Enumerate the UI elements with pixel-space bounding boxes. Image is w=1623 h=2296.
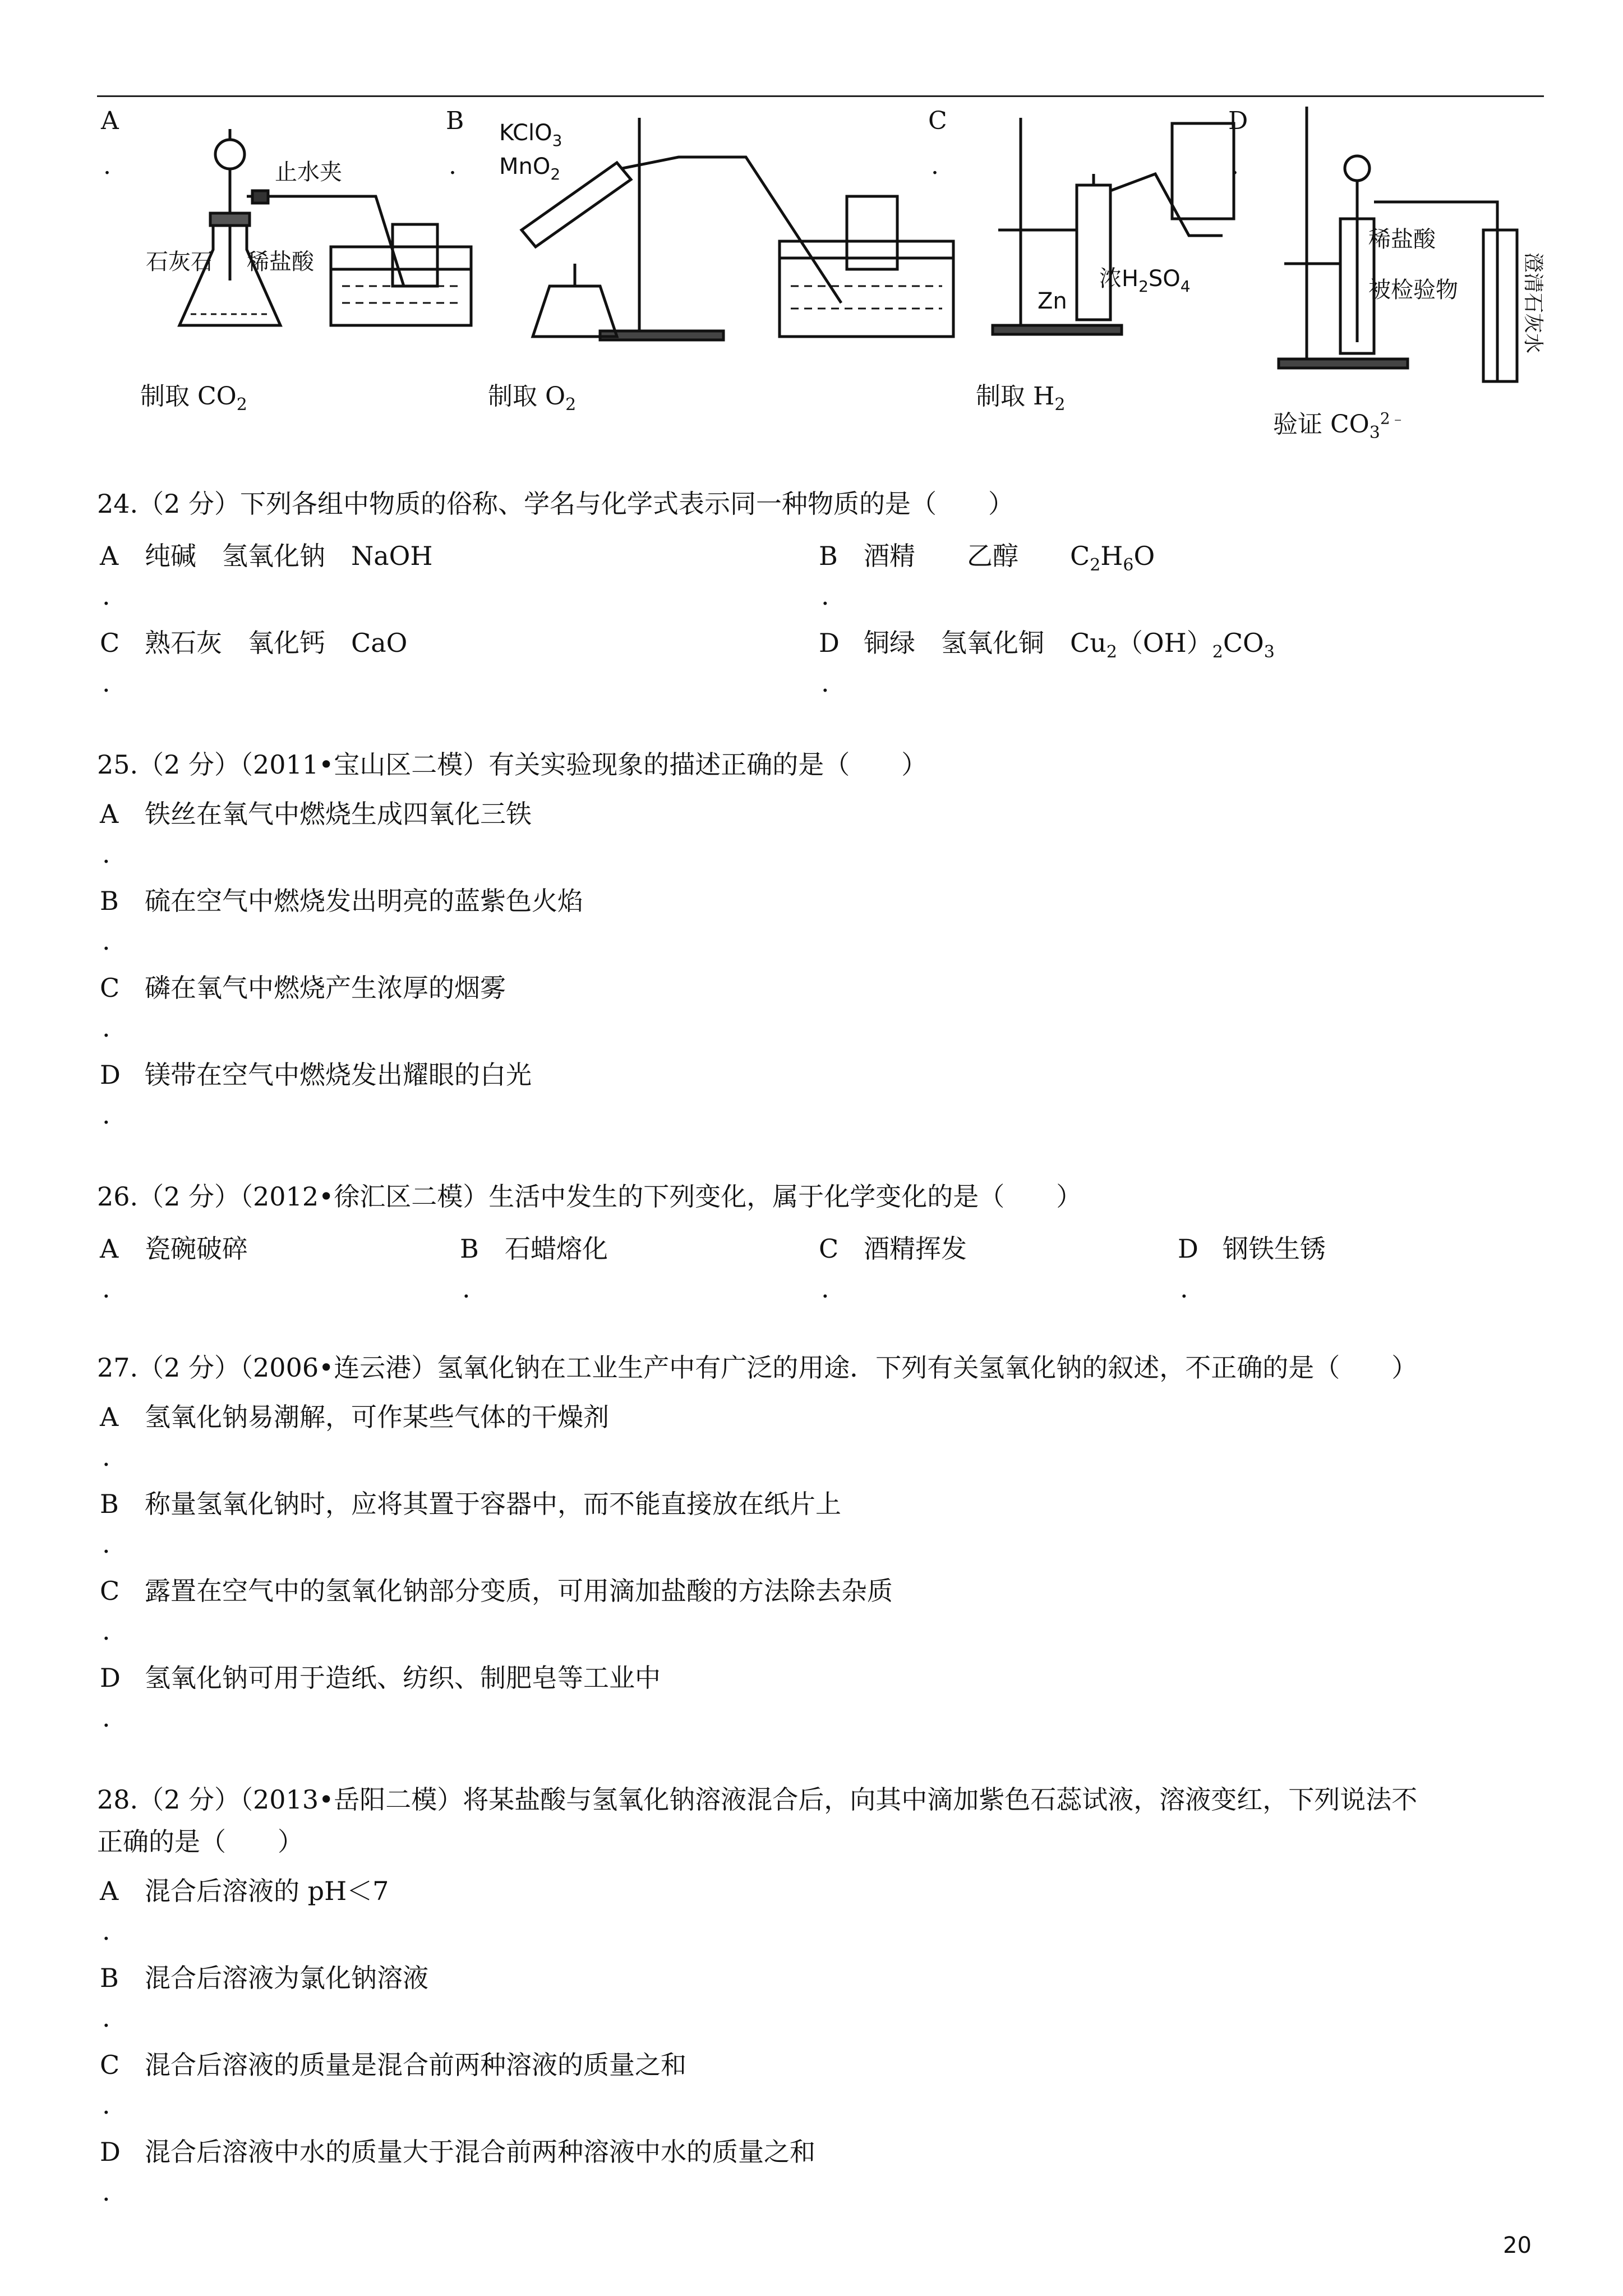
figure-d-caption: 验证 $CO_3^{2﹣}$ — [1273, 409, 1406, 443]
q25-option-a[interactable]: A 铁丝在氧气中燃烧生成四氧化三铁 — [100, 799, 532, 829]
figure-c-dot: . — [931, 151, 939, 180]
q24-option-b-dot: . — [821, 581, 829, 611]
q28-option-a[interactable]: A 混合后溶液的 pH＜7 — [100, 1876, 389, 1906]
question-26-stem: 26.（2 分）（2012•徐汇区二模）生活中发生的下列变化，属于化学变化的是（ ） — [97, 1181, 1082, 1212]
h2-apparatus-diagram — [987, 101, 1245, 348]
figure-a-dot: . — [103, 151, 111, 180]
label-limestone: 石灰石 — [146, 249, 213, 275]
q26-option-b[interactable]: B 石蜡熔化 — [460, 1234, 608, 1264]
q24-option-d[interactable]: D 铜绿 氢氧化铜 $Cu_2(OH)_2CO_3$ — [819, 628, 1275, 662]
q27-option-d[interactable]: D 氢氧化钠可用于造纸、纺织、制肥皂等工业中 — [100, 1663, 661, 1693]
q26-option-c-dot: . — [821, 1273, 829, 1304]
figure-c-caption: 制取 $H_2$ — [976, 382, 1066, 415]
label-acid-a: 稀盐酸 — [247, 249, 314, 275]
q25-option-c[interactable]: C 磷在氧气中燃烧产生浓厚的烟雾 — [100, 973, 506, 1003]
label-clamp: 止水夹 — [275, 159, 342, 185]
q27-option-c[interactable]: C 露置在空气中的氢氧化钠部分变质，可用滴加盐酸的方法除去杂质 — [100, 1576, 893, 1606]
figure-c-letter: C — [928, 107, 947, 135]
q28-option-c[interactable]: C 混合后溶液的质量是混合前两种溶液的质量之和 — [100, 2050, 686, 2080]
q26-option-a[interactable]: A 瓷碗破碎 — [100, 1234, 248, 1264]
q27-option-a[interactable]: A 氢氧化钠易潮解，可作某些气体的干燥剂 — [100, 1402, 609, 1432]
label-acid-d: 稀盐酸 — [1368, 227, 1436, 252]
label-h2so4: 浓$H_2SO_4$ — [1099, 266, 1191, 296]
label-zn: Zn — [1038, 288, 1067, 314]
q27-option-b[interactable]: B 称量氢氧化钠时，应将其置于容器中，而不能直接放在纸片上 — [100, 1489, 841, 1519]
q25-option-c-dot: . — [102, 1013, 110, 1043]
q26-option-c[interactable]: C 酒精挥发 — [819, 1234, 967, 1264]
q24-option-b[interactable]: B 酒精 乙醇 $C_2H_6O$ — [819, 541, 1155, 576]
q25-option-b-dot: . — [102, 926, 110, 956]
co3-test-apparatus-diagram — [1273, 101, 1548, 393]
q28-option-c-dot: . — [102, 2090, 110, 2120]
q26-option-d-dot: . — [1180, 1273, 1188, 1304]
q25-option-a-dot: . — [102, 839, 110, 869]
figure-b-caption: 制取 $O_2$ — [488, 382, 577, 415]
q24-option-c[interactable]: C 熟石灰 氧化钙 CaO — [100, 628, 408, 658]
figure-d-dot: . — [1231, 151, 1239, 180]
q27-option-c-dot: . — [102, 1616, 110, 1646]
q26-option-d[interactable]: D 钢铁生锈 — [1178, 1234, 1326, 1264]
question-27-stem: 27.（2 分）（2006•连云港）氢氧化钠在工业生产中有广泛的用途．下列有关氢氧化钠的叙述，不正确的是（ ） — [97, 1352, 1418, 1383]
q27-option-a-dot: . — [102, 1442, 110, 1472]
q28-option-b-dot: . — [102, 2003, 110, 2033]
q25-option-b[interactable]: B 硫在空气中燃烧发出明亮的蓝紫色火焰 — [100, 886, 583, 916]
question-28-stem-line2: 正确的是（ ） — [97, 1826, 303, 1857]
apparatus-figure-row — [0, 101, 1623, 460]
q28-option-d-dot: . — [102, 2177, 110, 2207]
o2-apparatus-diagram — [488, 101, 1021, 348]
q25-option-d[interactable]: D 镁带在空气中燃烧发出耀眼的白光 — [100, 1060, 532, 1090]
label-sample: 被检验物 — [1368, 277, 1458, 303]
q26-option-b-dot: . — [462, 1273, 471, 1304]
q24-option-a[interactable]: A 纯碱 氢氧化钠 NaOH — [100, 541, 433, 571]
q25-option-d-dot: . — [102, 1099, 110, 1130]
label-mno2: MnO$_2$ — [499, 154, 561, 183]
question-28-stem-line1: 28.（2 分）（2013•岳阳二模）将某盐酸与氢氧化钠溶液混合后，向其中滴加紫色石蕊试液，溶液变红，下列说法不 — [97, 1784, 1418, 1815]
q27-option-d-dot: . — [102, 1703, 110, 1733]
q28-option-d[interactable]: D 混合后溶液中水的质量大于混合前两种溶液中水的质量之和 — [100, 2137, 815, 2167]
figure-a-letter: A — [101, 107, 119, 135]
q28-option-b[interactable]: B 混合后溶液为氯化钠溶液 — [100, 1963, 428, 1993]
figure-d-letter: D — [1228, 107, 1248, 135]
q24-option-d-dot: . — [821, 668, 829, 698]
label-limewater: 澄清石灰水 — [1521, 252, 1544, 354]
figure-b-dot: . — [449, 151, 457, 180]
top-rule — [97, 95, 1544, 97]
figure-a-caption: 制取 $CO_2$ — [140, 382, 247, 415]
question-24-stem: 24.（2 分）下列各组中物质的俗称、学名与化学式表示同一种物质的是（ ） — [97, 489, 1015, 519]
co2-apparatus-diagram — [140, 101, 494, 359]
q24-option-a-dot: . — [102, 581, 110, 611]
q28-option-a-dot: . — [102, 1916, 110, 1946]
page-number: 20 — [1503, 2233, 1532, 2258]
figure-b-letter: B — [446, 107, 464, 135]
q24-option-c-dot: . — [102, 668, 110, 698]
q27-option-b-dot: . — [102, 1529, 110, 1559]
label-kclo3: KClO$_3$ — [499, 120, 562, 150]
q26-option-a-dot: . — [102, 1273, 110, 1304]
question-25-stem: 25.（2 分）（2011•宝山区二模）有关实验现象的描述正确的是（ ） — [97, 749, 928, 780]
